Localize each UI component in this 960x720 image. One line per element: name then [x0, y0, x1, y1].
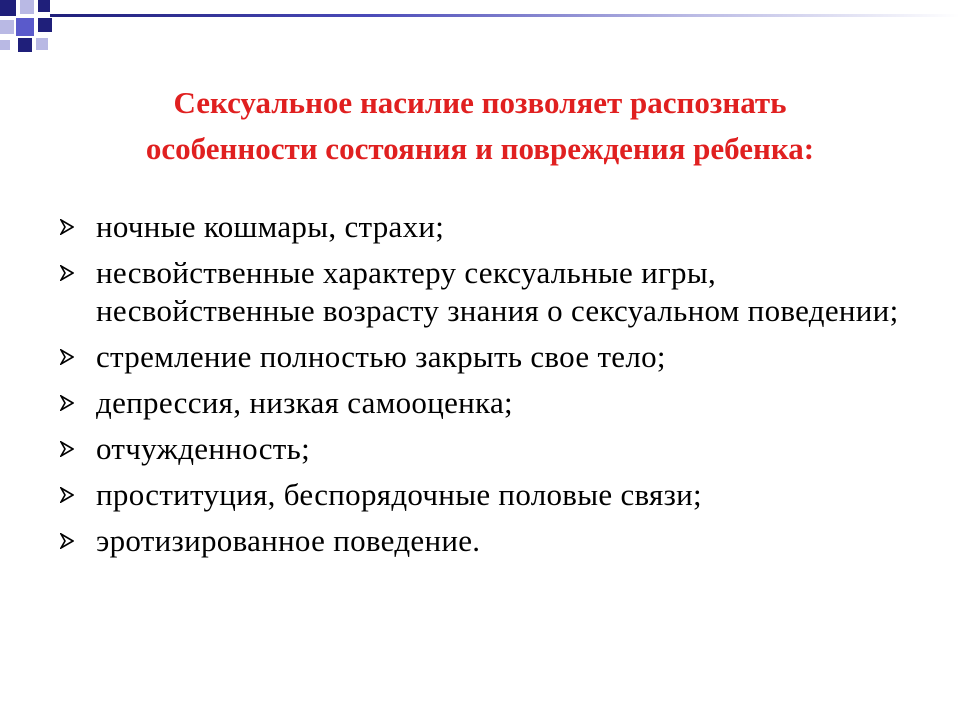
header-rule — [50, 14, 960, 17]
list-item — [60, 208, 920, 246]
list-item-text: депрессия, низкая самооценка; — [96, 385, 513, 420]
corner-decoration-square — [0, 40, 10, 50]
corner-decoration-square — [20, 0, 34, 14]
slide-title — [60, 80, 900, 172]
arrowhead-bullet-icon — [60, 349, 74, 365]
corner-decoration-square — [16, 18, 34, 36]
list-item — [60, 430, 920, 468]
corner-decoration-square — [38, 18, 52, 32]
list-item-text: эротизированное поведение. — [96, 523, 481, 558]
arrowhead-bullet-icon — [60, 441, 74, 457]
arrowhead-bullet-icon — [60, 219, 74, 235]
list-item-text: несвойственные характеру сексуальные игры, несвойственные возрасту знания о сексуальном поведении; — [96, 255, 899, 328]
slide-title-line: Сексуальное насилие позволяет распознать — [173, 85, 787, 120]
list-item-text: отчужденность; — [96, 431, 310, 466]
bullet-list — [60, 208, 920, 568]
list-item-text: проституция, беспорядочные половые связи; — [96, 477, 702, 512]
list-item — [60, 254, 920, 330]
slide-title-line: особенности состояния и повреждения ребенка: — [145, 131, 815, 166]
list-item-text: ночные кошмары, страхи; — [96, 209, 445, 244]
corner-decoration-square — [18, 38, 32, 52]
corner-decoration-square — [36, 38, 48, 50]
list-item — [60, 476, 920, 514]
arrowhead-bullet-icon — [60, 487, 74, 503]
arrowhead-bullet-icon — [60, 265, 74, 281]
list-item — [60, 522, 920, 560]
arrowhead-bullet-icon — [60, 395, 74, 411]
corner-decoration-square — [0, 0, 16, 16]
corner-decoration-square — [38, 0, 50, 12]
list-item — [60, 384, 920, 422]
list-item — [60, 338, 920, 376]
corner-decoration-square — [0, 20, 14, 34]
list-item-text: стремление полностью закрыть свое тело; — [96, 339, 666, 374]
arrowhead-bullet-icon — [60, 533, 74, 549]
